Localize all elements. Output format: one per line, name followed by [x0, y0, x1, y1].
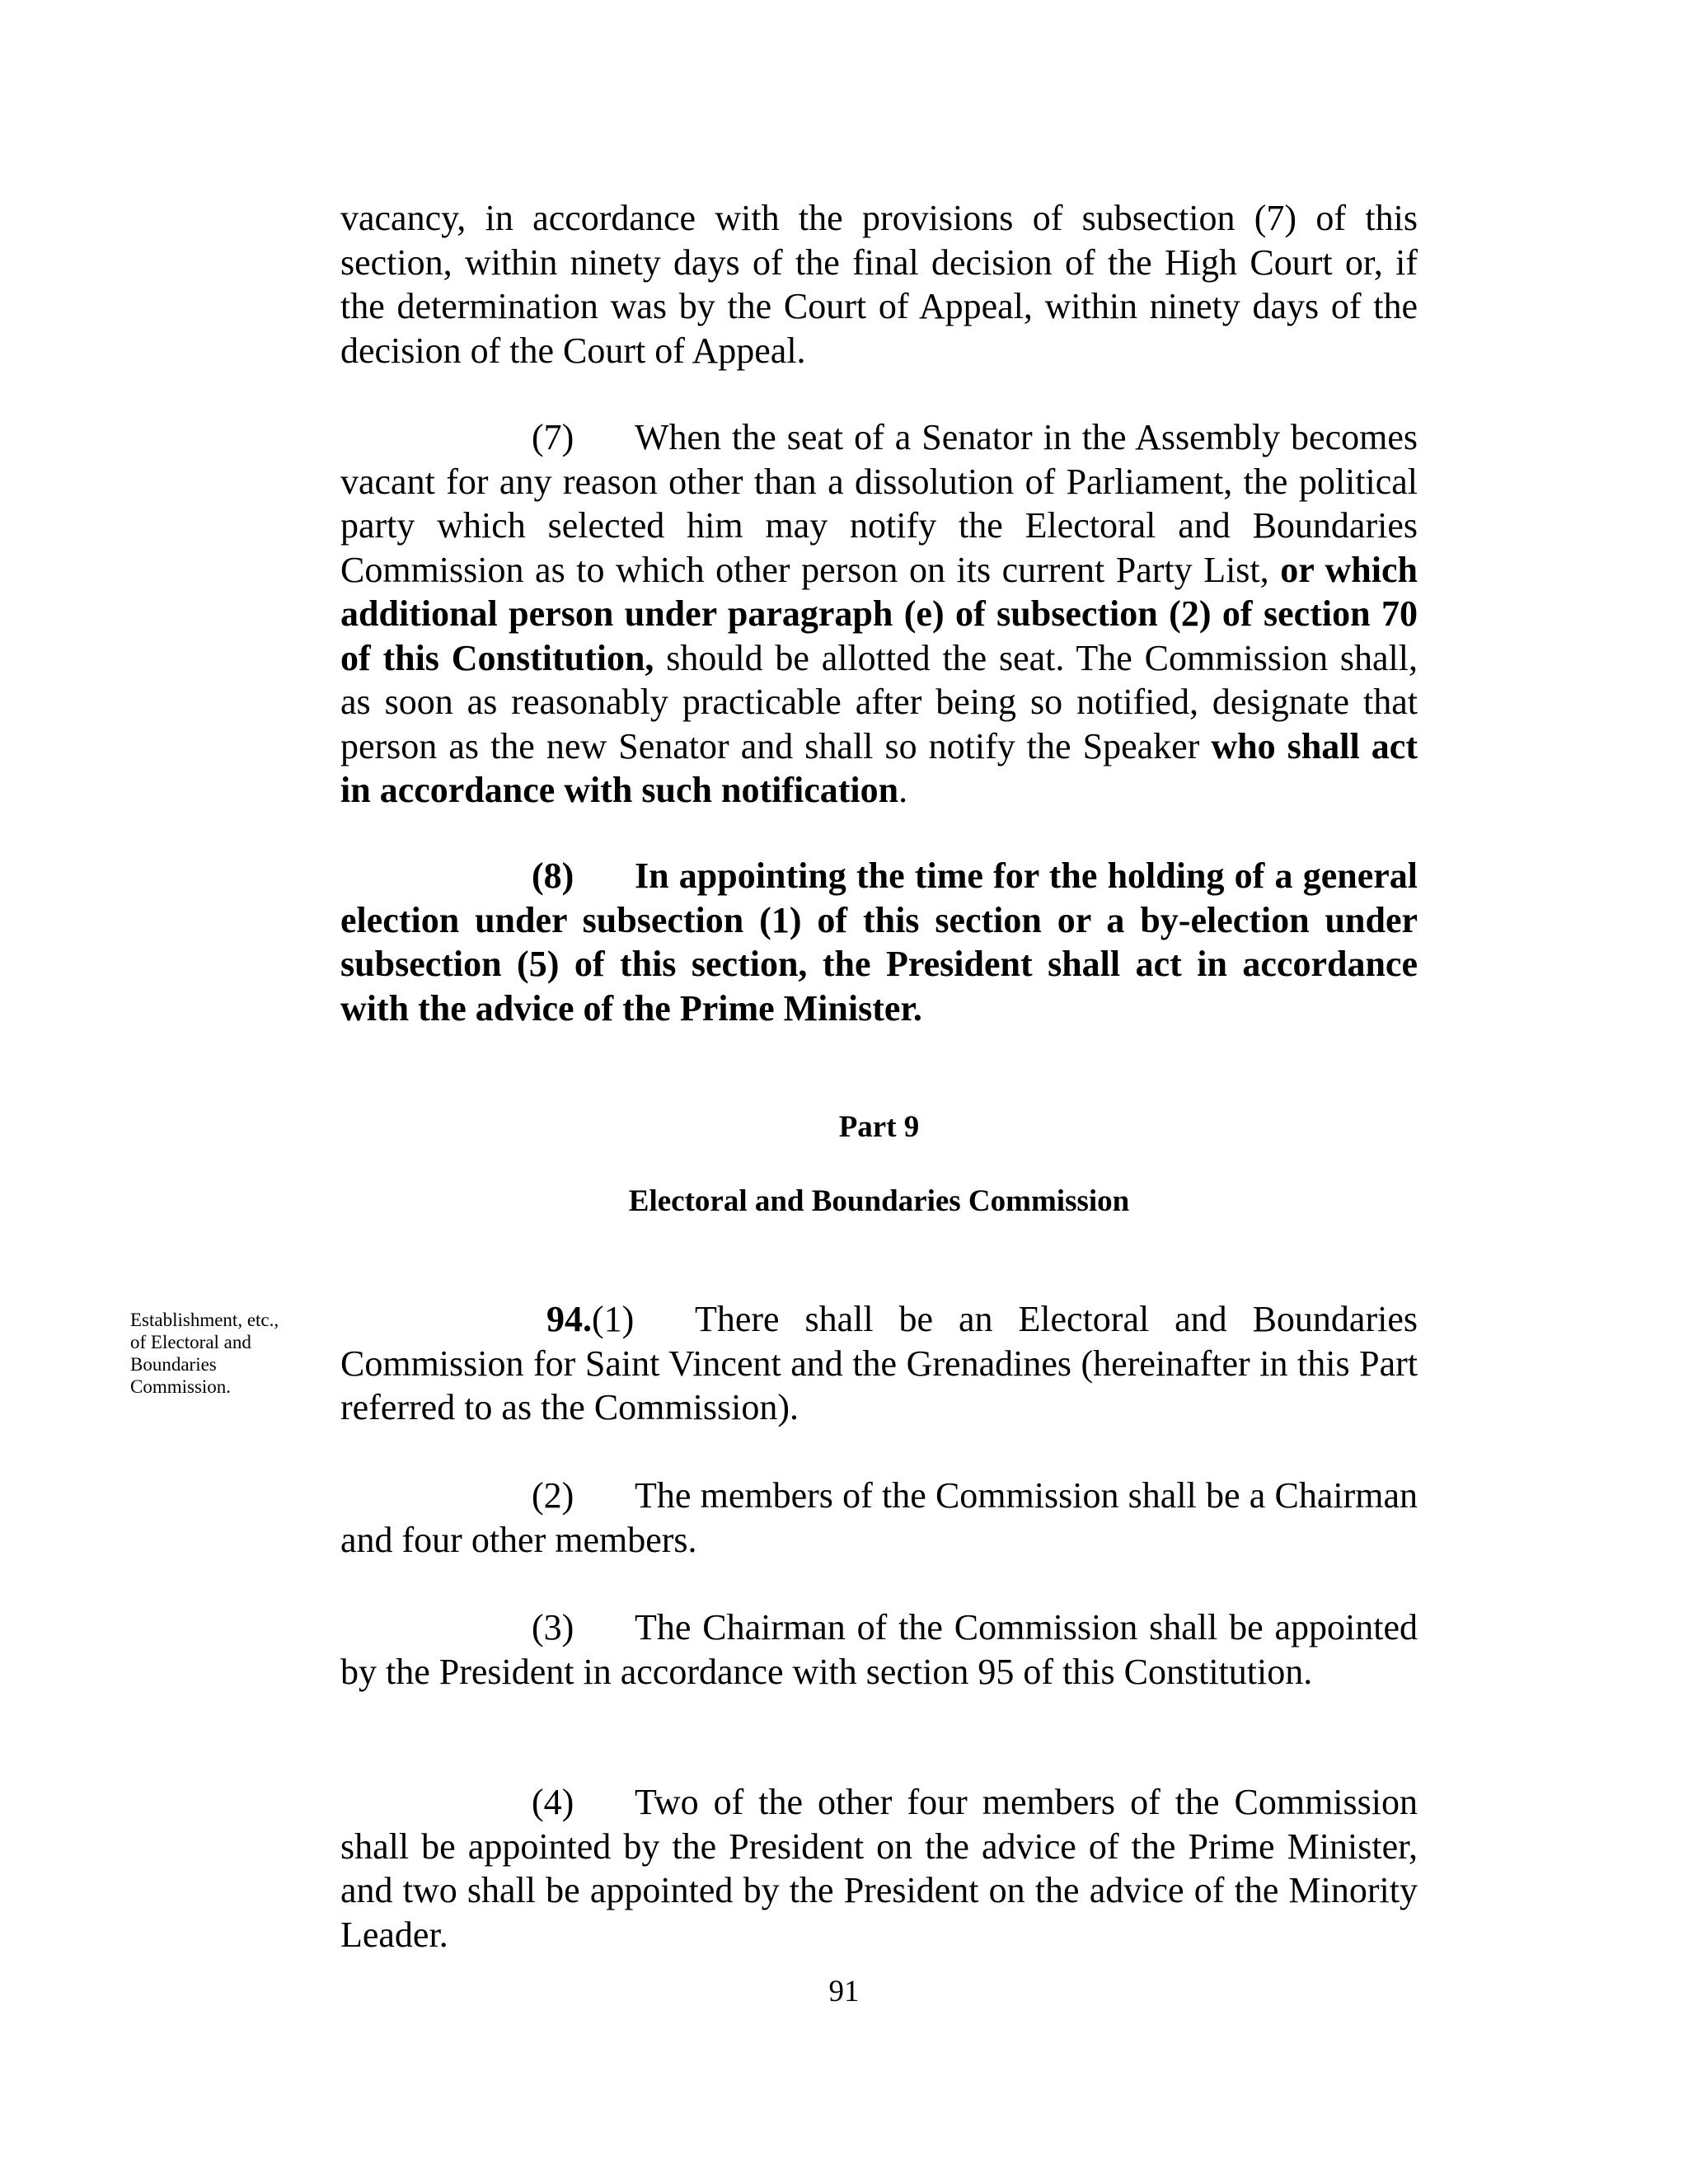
subsection-8-text: In appointing the time for the holding of a general election under subsection (1) of this section or a by-election under subsection (5) of this section, the President shall act in accordance with the advice of the Prime Minister. — [340, 855, 1418, 1029]
section-94-sub1-number: (1) — [592, 1299, 635, 1339]
subsection-7-speaker-bold: who shall act in accordance with such notification — [340, 725, 1418, 810]
subsection-7-number: (7) — [532, 417, 574, 457]
section-94-sub1-text: There shall be an Electoral and Boundaries Commission for Saint Vincent and the Grenadines (hereinafter in this Part referred to as the Commission). — [340, 1299, 1418, 1427]
page-number: 91 — [828, 1975, 860, 2008]
subsection-7-text-c: should be allotted the seat. The Commission shall, as soon as reasonably practicable after being so notified, designate that person as the new Senator and shall so notify the Speaker — [340, 637, 1418, 766]
subsection-8-paragraph — [340, 854, 1418, 1030]
section-94-sub3-number: (3) — [532, 1607, 574, 1647]
section-94-sub3-paragraph — [340, 1605, 1418, 1694]
continuation-paragraph: vacancy, in accordance with the provisions of subsection (7) of this section, within ninety days of the final decision of the High Court or, if the determination was by the Court of Appeal, within ninety days of the decision of the Court of Appeal. — [340, 198, 1418, 371]
section-94-sub4-paragraph — [340, 1780, 1418, 1957]
section-94-sub2-number: (2) — [532, 1475, 574, 1516]
section-94-sub4-text: Two of the other four members of the Commission shall be appointed by the President on the advice of the Prime Minister, and two shall be appointed by the President on the advice of the Minority Leader. — [340, 1782, 1418, 1955]
section-94-sub4-block — [340, 1780, 1418, 1957]
subsection-7-paragraph — [340, 415, 1418, 813]
section-94-sub2-text: The members of the Commission shall be a Chairman and four other members. — [340, 1475, 1418, 1560]
section-94-sub2-paragraph — [340, 1474, 1418, 1562]
section-94-sub2-block — [340, 1474, 1418, 1562]
section-94-sub1-block — [340, 1297, 1418, 1430]
subsection-8-number: (8) — [532, 855, 574, 896]
part-subtitle: Electoral and Boundaries Commission — [628, 1184, 1130, 1218]
subsection-7-block — [340, 415, 1418, 813]
margin-note: Establishment, etc., of Electoral and Boundaries Commission. — [130, 1310, 279, 1397]
subsection-7-text-e: . — [898, 770, 908, 810]
section-94-number: 94. — [546, 1299, 592, 1339]
section-94-sub4-number: (4) — [532, 1782, 574, 1822]
section-94-sub1-paragraph — [340, 1297, 1418, 1430]
continuation-block — [340, 196, 1418, 373]
part-title: Part 9 — [838, 1110, 920, 1144]
subsection-7-text-a: When the seat of a Senator in the Assembly becomes vacant for any reason other than a dissolution of Parliament, the political party which selected him may notify the Electoral and Boundaries Commission as to which other person on its current Party List, — [340, 417, 1418, 590]
subsection-7-amendment-bold: or which additional person under paragraph (e) of subsection (2) of section 70 of this Constitution, — [340, 549, 1418, 678]
section-94-sub3-block — [340, 1605, 1418, 1694]
section-94-sub3-text: The Chairman of the Commission shall be appointed by the President in accordance with section 95 of this Constitution. — [340, 1607, 1418, 1692]
subsection-8-block — [340, 854, 1418, 1030]
